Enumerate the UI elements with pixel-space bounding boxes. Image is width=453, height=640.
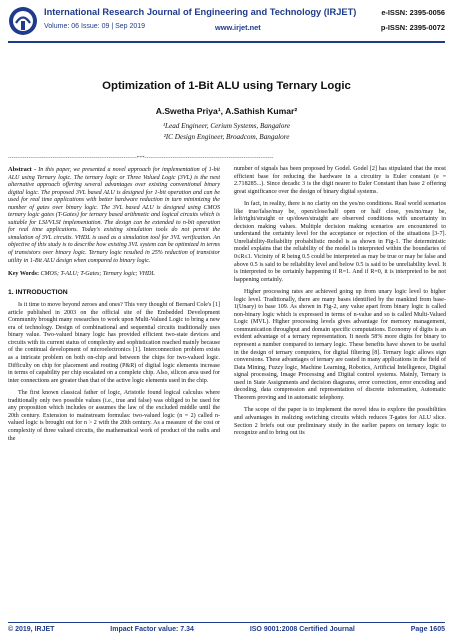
- paragraph: The scope of the paper is to implement the novel idea to explore the possibilities and advantages in realizing switching circuits which reduces T-gates for ALU slice. Section 2 briefs out our preliminary study in the earlier papers on ternary logic to recognize and to bring out its: [234, 407, 446, 437]
- keywords: [8, 271, 220, 279]
- journal-footer: [8, 626, 445, 633]
- abstract-text: In this paper, we presented a novel approach for implementation of 1-bit ALU using Ternary logic. The ternary logic or Three Valued Logic (3VL) is the next alternative approach offering several advantages over existing conventional binary digital logic. The proposed 3VL based ALU is designed for 1-bit operation and can be used for real time applications with better hardware reduction in turn minimizing the number of gates over binary logic. The 3VL based ALU is designed using CMOS ternary logic gates (T-Gates) for ternary based arithmetic and logical circuits which is suitable for LSI/VLSI implementation. The design can be extended to n-bit operation for real time applications. Today's existing simulation tools do not permit the simulation of 3VL circuits. VHDL is used as a simulation tool for 3VL verification. An objective of this study is to describe how existing 3VL system can be optimized in terms of transistors over binary logic. Ternary logic resulted in 25% reduction of transistor utility in 1-Bit ALU design when compared to binary logic.: [8, 167, 220, 264]
- affiliation-1: ¹Lead Engineer, Cerium Systems, Bangalore: [162, 122, 291, 130]
- right-column: [234, 166, 446, 443]
- section-heading-introduction: 1. INTRODUCTION: [8, 288, 68, 296]
- paper-authors: A.Swetha Priya¹, A.Sathish Kumar²: [155, 106, 298, 116]
- impact-factor: Impact Factor value: 7.34: [110, 626, 194, 633]
- copyright: © 2019, IRJET: [8, 626, 55, 633]
- header-divider: [8, 41, 445, 43]
- paragraph: Higher processing rates are achieved going up from unary logic level to higher logic level. Traditionally, there are many bases identified by the mankind from base-1(Unary) to base 109. As shown in Fig-2, any value apart from binary logic is called non-binary logic which is expressed in terms of n-value and so is called Multi-Valued Logic (MVL). Higher processing levels gives advantage for memory management, communication throughput and domain specific computations. Economy of digits is an evident advantage of a ternary representation. It needs 58% more digits for binary to represent a number compared to ternary logic. These benefits have shown to be useful in the design of ternary computers, for digital filtering [8]. Ternary logic allows sign conversions. These advantages of ternary are casted in many applications in the field of Data Mining, Fuzzy logic, Machine Learning, Robotics, Artificial Intelligence, Digital signal processing, Image Processing and Digital control systems. Mainly, Ternary is used in State Assignments and decision diagrams, error correction, error encoding and decoding, data compression and representation of discrete information, Automatic Theorem proving and in automatic telephony.: [234, 289, 446, 401]
- iso-certification: ISO 9001:2008 Certified Journal: [249, 626, 355, 633]
- keywords-label: Key Words:: [8, 271, 39, 278]
- journal-header: [8, 6, 445, 40]
- abstract: [8, 166, 220, 265]
- paragraph: Is it time to move beyond zeroes and ones? This very thought of Bernard Cole's [1] article published in 2003 on the official site of the Embedded Development Community brought many researches to work upon Multi-Valued Logic to bring a new era of technology. Design of combinational and sequential circuits traditionally uses binary value. Two-valued binary logic has provided efficient two-state devices and circuits with its current status of complexity and sophistication reached mainly because of the continual development of microelectronics [1]. Interconnection problem exists as a intricate problem on both on-chip and between the chips for two-valued logic. Difficulty on chip for placement and routing (P&R) of digital logic elements increase in terms of capability per chip escalated on a complete chip. Also, silicon area used for inter connections are greater than that of the active logic elements used in the chip.: [8, 302, 220, 384]
- abstract-label: Abstract -: [8, 166, 37, 173]
- paragraph: number of signals has been proposed by Godel. Godel [2] has stipulated that the most efficient base for reducing the hardware in a circuitry is Euler constant (e = 2.718285...). Since decadic 3 is the digit nearer to Euler Constant than base 2 offering great significance over the design of binary digital systems.: [234, 166, 446, 195]
- journal-website-link[interactable]: www.irjet.net: [215, 23, 261, 32]
- volume-issue: Volume: 06 Issue: 09 | Sep 2019: [44, 23, 146, 30]
- journal-name: International Research Journal of Engineering and Technology (IRJET): [44, 7, 357, 17]
- p-issn: p-ISSN: 2395-0072: [380, 23, 445, 32]
- affiliation-2: ²IC Design Engineer, Broadcom, Bangalore: [163, 133, 290, 141]
- paragraph: The first known classical father of logic, Aristotle found logical calculus where traditionally only two possible values (i.e., true and false) was obliged to be used for any proposition which includes or assumes the law of the excluded middle until the 20th century. Extension to mainstream formulas: two-valued logic (n = 2) called n-valued logic is brought out for n > 2 with the 20th century. As a measure of the cost or complexity of three valued circuits, the mathematical work of product of the radix and the: [8, 390, 220, 442]
- section-separator: ---------------------------------------------------------------------***---------------------------------------------------------------------: [8, 156, 274, 161]
- left-column: [8, 166, 220, 448]
- paragraph: In fact, in reality, there is no clarity on the yes/no conditions. Real world scenarios like true/false/may be, open/close/half open or half close, yes/no/may be, left/right/straight or up/down/straight are observed conditions with uncertainty in decision making values. Multiple decision making scenarios are encountered to understand the certainty level for the acceptance or rejection of the situations [3-7]. Unreliability-Reliability probabilistic model is as shown in Fig-1. The deterministic model explains that the reliability of the model is interpreted within the boundaries of 0≤R≤1. Vicinity of R being 0.5 could be interpreted as may be true or may be false and above 0.5 is said to be reliability level and below 0.5 is said to be unreliability level. It is interpreted to be certainly happening if R=1. And if R=0, it is interpreted to be not happening certainly.: [234, 201, 446, 283]
- keywords-text: CMOS; T-ALU; T-Gates; Ternary logic; VHDL: [38, 271, 155, 278]
- paper-title: Optimization of 1-Bit ALU using Ternary Logic: [102, 80, 351, 92]
- footer-divider: [8, 622, 445, 623]
- irjet-logo-icon: [8, 6, 38, 36]
- e-issn: e-ISSN: 2395-0056: [381, 8, 445, 17]
- page-number: Page 1605: [410, 626, 445, 633]
